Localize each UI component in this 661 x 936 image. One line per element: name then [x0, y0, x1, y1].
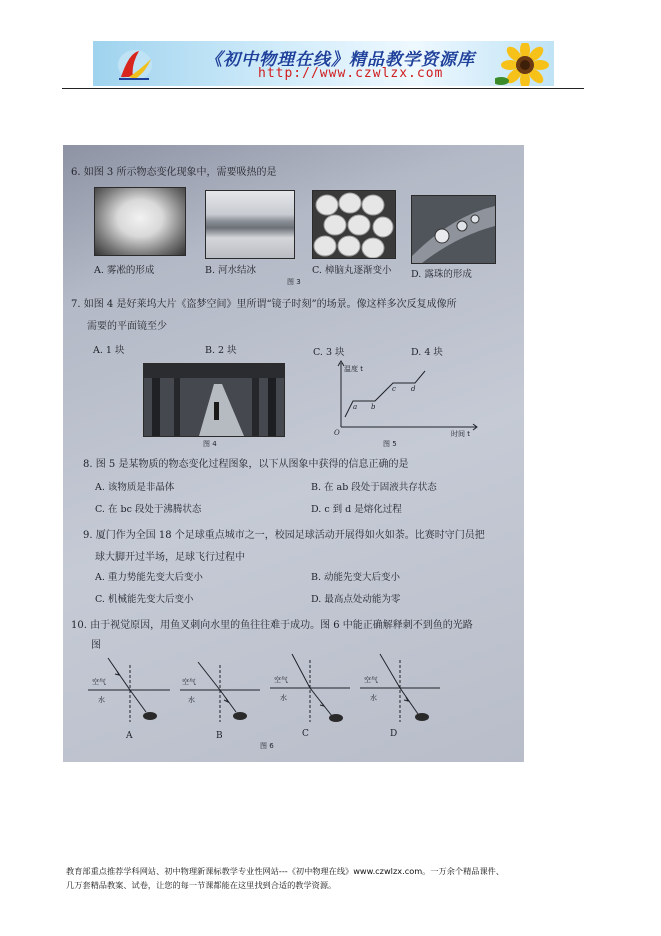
figure-4-photo — [143, 363, 285, 437]
q8-option-b: B. 在 ab 段处于固液共存状态 — [311, 482, 437, 493]
footer-line-2: 几万套精品教案、试卷，让您的每一节课都能在这里找到合适的教学资源。 — [66, 880, 337, 890]
q7-option-a: A. 1 块 — [93, 345, 125, 356]
figure-6-b-air-label: 空气 — [182, 678, 196, 686]
figure-5-ylabel: 温度 t — [344, 365, 363, 373]
figure-5-point-a: a — [353, 403, 358, 411]
q10-stem: 10. 由于视觉原因，用鱼叉刺向水里的鱼往往难于成功。图 6 中能正确解释刺不到鱼的光路 — [71, 620, 473, 631]
q10-stem-line2: 图 — [91, 640, 101, 651]
q7-stem-line1: 7. 如图 4 是好莱坞大片《盗梦空间》里所谓“镜子时刻”的场景。像这样多次反复成像所 — [71, 299, 457, 310]
q8-option-a: A. 该物质是非晶体 — [95, 482, 175, 493]
q9-option-a: A. 重力势能先变大后变小 — [95, 572, 203, 583]
figure-5-point-d: d — [411, 385, 416, 393]
q6-option-a: A. 雾凇的形成 — [94, 265, 155, 276]
q6-option-b: B. 河水结冰 — [205, 265, 257, 276]
site-banner — [93, 41, 554, 86]
figure-6-d-air-label: 空气 — [364, 676, 378, 684]
figure-6-caption: 图 6 — [260, 742, 274, 750]
figure-6-a-air-label: 空气 — [92, 678, 106, 686]
q7-option-c: C. 3 块 — [313, 347, 345, 358]
banner-url[interactable]: http://www.czwlzx.com — [258, 66, 444, 81]
q8-stem: 8. 图 5 是某物质的物态变化过程图象，以下从图象中获得的信息正确的是 — [83, 459, 409, 470]
figure-6-label-b: B — [216, 731, 223, 741]
q6-option-c: C. 樟脑丸逐渐变小 — [312, 265, 392, 276]
figure-6-c-air-label: 空气 — [274, 676, 288, 684]
figure-5-point-b: b — [371, 403, 376, 411]
site-logo-icon — [115, 47, 153, 83]
figure-6-b-water-label: 水 — [188, 696, 195, 704]
figure-6-d-water-label: 水 — [370, 694, 377, 702]
figure-6-label-c: C — [302, 729, 309, 739]
q9-option-c: C. 机械能先变大后变小 — [95, 594, 194, 605]
figure-5-point-c: c — [392, 385, 396, 393]
q8-option-d: D. c 到 d 是熔化过程 — [311, 504, 402, 515]
q6-option-d: D. 露珠的形成 — [411, 269, 472, 280]
q9-stem-line1: 9. 厦门作为全国 18 个足球重点城市之一，校园足球活动开展得如火如荼。比赛时守门员把 — [83, 530, 485, 541]
header-rule — [62, 88, 584, 89]
figure-6-diagrams — [88, 650, 483, 750]
banner-title: 《初中物理在线》精品教学资源库 — [205, 50, 475, 70]
q7-stem-line2: 需要的平面镜至少 — [87, 321, 167, 332]
figure-6-a-water-label: 水 — [98, 696, 105, 704]
figure-6-label-d: D — [390, 729, 398, 739]
q9-option-b: B. 动能先变大后变小 — [311, 572, 401, 583]
q6-photo-rime — [94, 187, 186, 256]
figure-4-caption: 图 4 — [203, 440, 217, 448]
q7-option-d: D. 4 块 — [411, 347, 443, 358]
q9-stem-line2: 球大脚开过半场，足球飞行过程中 — [95, 552, 245, 563]
figure-6-c-water-label: 水 — [280, 694, 287, 702]
figure-3-caption: 图 3 — [287, 278, 301, 286]
q6-photo-dew — [411, 195, 496, 264]
page-footer — [66, 864, 606, 892]
q9-option-d: D. 最高点处动能为零 — [311, 594, 401, 605]
figure-5-caption: 图 5 — [383, 440, 397, 448]
q8-option-c: C. 在 bc 段处于沸腾状态 — [95, 504, 202, 515]
figure-5-graph — [331, 357, 481, 437]
figure-5-xlabel: 时间 t — [451, 430, 470, 437]
q6-photo-mothballs — [312, 190, 396, 259]
figure-5-origin: O — [334, 429, 340, 437]
exam-photo — [63, 145, 524, 762]
q7-option-b: B. 2 块 — [205, 345, 237, 356]
q6-stem: 6. 如图 3 所示物态变化现象中，需要吸热的是 — [71, 167, 277, 178]
figure-6-label-a: A — [126, 731, 133, 741]
footer-line-1: 教育部重点推荐学科网站、初中物理新课标教学专业性网站---《初中物理在线》www.czwlzx.com。一万余个精品课件、 — [66, 866, 505, 876]
sunflower-icon — [495, 43, 553, 86]
q6-photo-frozen-river — [205, 190, 295, 259]
